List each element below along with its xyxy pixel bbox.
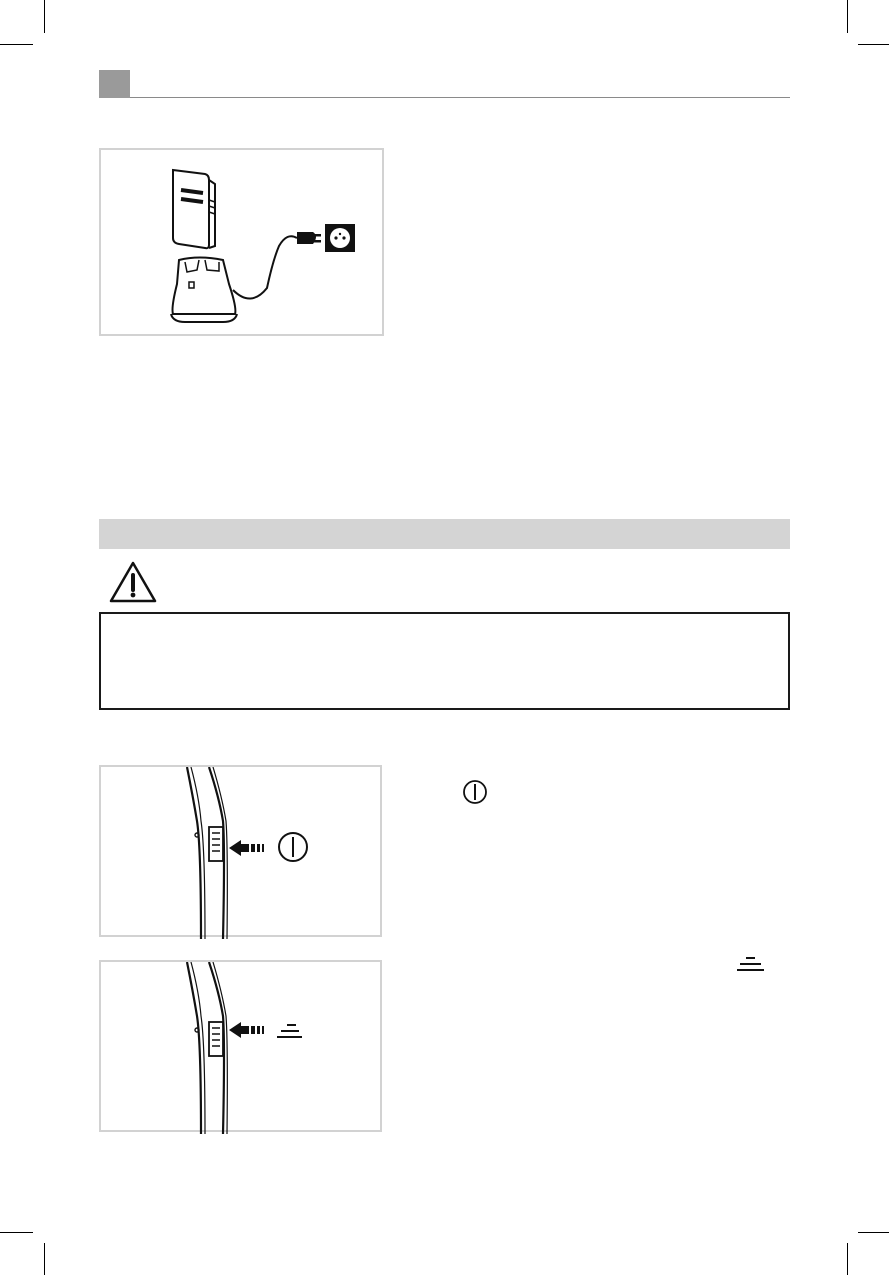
battery-pack-icon	[173, 170, 215, 248]
crop-mark	[847, 1243, 848, 1275]
mode-switch-figure	[99, 960, 382, 1132]
header-rule	[130, 97, 790, 98]
wall-socket-icon	[325, 224, 355, 252]
crop-mark	[847, 0, 848, 33]
crop-mark	[0, 1232, 33, 1233]
arrow-icon	[229, 840, 264, 856]
crop-mark	[858, 1232, 889, 1233]
warning-notice-box	[99, 612, 790, 710]
crop-mark	[44, 0, 45, 33]
power-switch-figure	[99, 765, 382, 937]
arrow-icon	[229, 1022, 264, 1038]
crop-mark	[44, 1243, 45, 1275]
mode-symbol-icon	[736, 954, 766, 976]
handle-icon	[187, 962, 227, 1134]
crop-mark	[858, 44, 889, 45]
crop-mark	[0, 44, 33, 45]
mode-symbol-icon	[277, 1024, 302, 1038]
power-cable-icon	[233, 236, 297, 298]
charging-base-icon	[171, 258, 237, 323]
section-heading-bar	[99, 519, 790, 549]
page-number-block	[99, 70, 130, 98]
power-plug-icon	[297, 232, 321, 244]
power-symbol-icon	[279, 833, 307, 861]
power-symbol-icon	[462, 779, 488, 805]
warning-triangle-icon	[108, 560, 158, 604]
charging-station-figure	[99, 148, 384, 336]
handle-icon	[187, 767, 227, 939]
